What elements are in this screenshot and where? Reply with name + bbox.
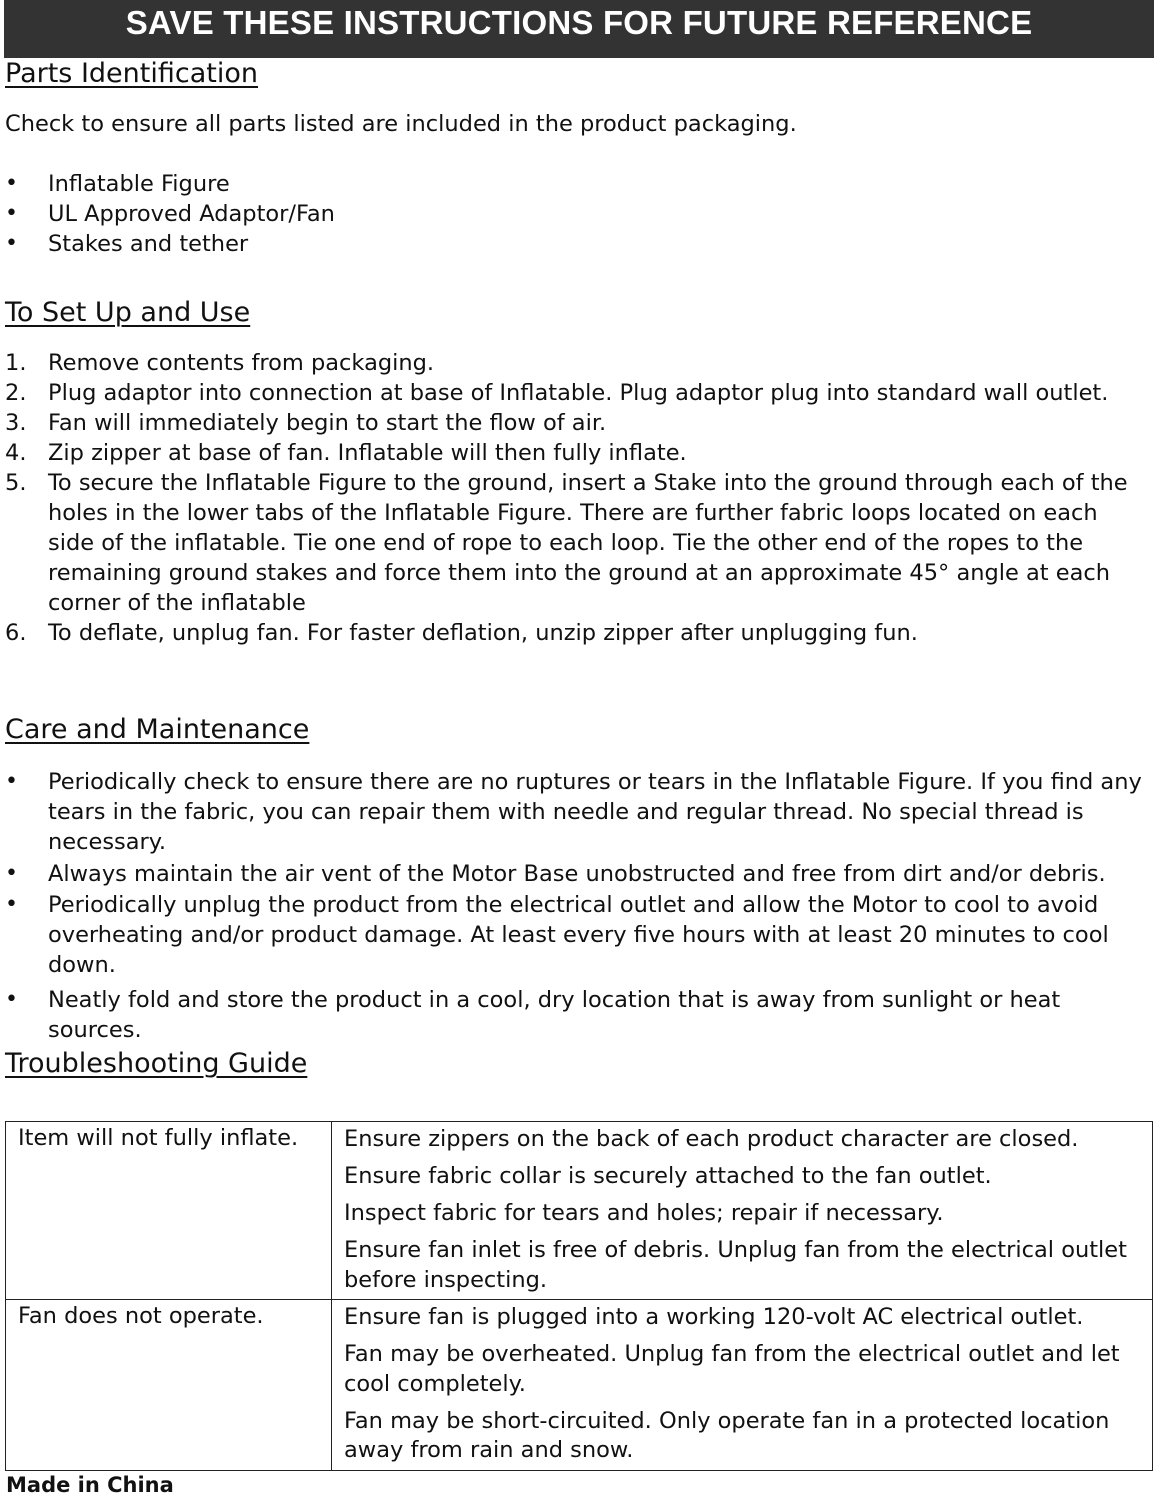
list-item	[5, 618, 1150, 648]
care-list	[5, 767, 1150, 1047]
list-item: • Neatly fold and store the product in a cool, dry location that is away from sunlight or heat sources.	[5, 985, 1150, 1045]
step-text: To deflate, unplug fan. For faster deflation, unzip zipper after unplugging fun.	[48, 620, 918, 646]
problem-cell: Item will not fully inflate.	[6, 1122, 332, 1300]
list-item: • Periodically unplug the product from the electrical outlet and allow the Motor to cool to avoid overheating and/or product damage. At least every five hours with at least 20 minutes to cool down.	[5, 890, 1150, 980]
problem-cell: Fan does not operate.	[6, 1300, 332, 1471]
list-item: • Inflatable Figure	[5, 169, 1150, 199]
step-text: Plug adaptor into connection at base of Inflatable. Plug adaptor plug into standard wall outlet.	[48, 380, 1109, 406]
list-item	[5, 468, 1150, 618]
made-in-label: Made in China	[6, 1473, 174, 1497]
solution-item: Ensure fan inlet is free of debris. Unplug fan from the electrical outlet before inspecting.	[344, 1237, 1127, 1293]
step-text: To secure the Inflatable Figure to the ground, insert a Stake into the ground through each of the holes in the lower tabs of the Inflatable Figure. There are further fabric loops located on each side of the inflatable. Tie one end of rope to each loop. Tie the other end of the ropes to the remaining ground stakes and force them into the ground at an approximate 45° angle at each corner of the inflatable	[48, 470, 1128, 616]
list-item	[5, 438, 1150, 468]
troubleshooting-table	[5, 1121, 1153, 1471]
troubleshooting-heading: Troubleshooting Guide	[5, 1048, 308, 1079]
solution-item: Inspect fabric for tears and holes; repair if necessary.	[344, 1200, 944, 1226]
list-item: • Stakes and tether	[5, 229, 1150, 259]
list-item: • UL Approved Adaptor/Fan	[5, 199, 1150, 229]
list-item	[5, 348, 1150, 378]
table-row	[6, 1300, 1153, 1471]
step-text: Remove contents from packaging.	[48, 350, 435, 376]
step-text: Fan will immediately begin to start the flow of air.	[48, 410, 607, 436]
table-row	[6, 1122, 1153, 1300]
solution-item: Ensure fabric collar is securely attached to the fan outlet.	[344, 1163, 992, 1189]
solution-item: Ensure fan is plugged into a working 120-volt AC electrical outlet.	[344, 1304, 1084, 1330]
list-item	[5, 378, 1150, 408]
step-number: 4.	[5, 440, 27, 466]
parts-list	[5, 169, 1150, 259]
step-number: 2.	[5, 380, 27, 406]
care-maintenance-heading: Care and Maintenance	[5, 714, 310, 745]
solutions-cell	[332, 1300, 1153, 1471]
solution-item: Fan may be overheated. Unplug fan from the electrical outlet and let cool completely.	[344, 1341, 1120, 1397]
solution-item: Fan may be short-circuited. Only operate fan in a protected location away from rain and snow.	[344, 1407, 1110, 1463]
solutions-cell	[332, 1122, 1153, 1300]
setup-steps-list	[5, 348, 1150, 648]
step-number: 1.	[5, 350, 27, 376]
step-number: 5.	[5, 470, 27, 496]
list-item	[5, 408, 1150, 438]
parts-intro-text: Check to ensure all parts listed are included in the product packaging.	[5, 111, 797, 137]
setup-heading: To Set Up and Use	[5, 297, 251, 328]
step-number: 6.	[5, 620, 27, 646]
step-number: 3.	[5, 410, 27, 436]
list-item: • Always maintain the air vent of the Motor Base unobstructed and free from dirt and/or debris.	[5, 859, 1150, 889]
parts-identification-heading: Parts Identification	[5, 58, 258, 89]
step-text: Zip zipper at base of fan. Inflatable will then fully inflate.	[48, 440, 687, 466]
solution-item: Ensure zippers on the back of each product character are closed.	[344, 1126, 1079, 1152]
list-item: • Periodically check to ensure there are no ruptures or tears in the Inflatable Figure. If you find any tears in the fabric, you can repair them with needle and regular thread. No special thread is necessary.	[5, 767, 1150, 857]
save-instructions-banner: SAVE THESE INSTRUCTIONS FOR FUTURE REFERENCE	[4, 0, 1154, 58]
